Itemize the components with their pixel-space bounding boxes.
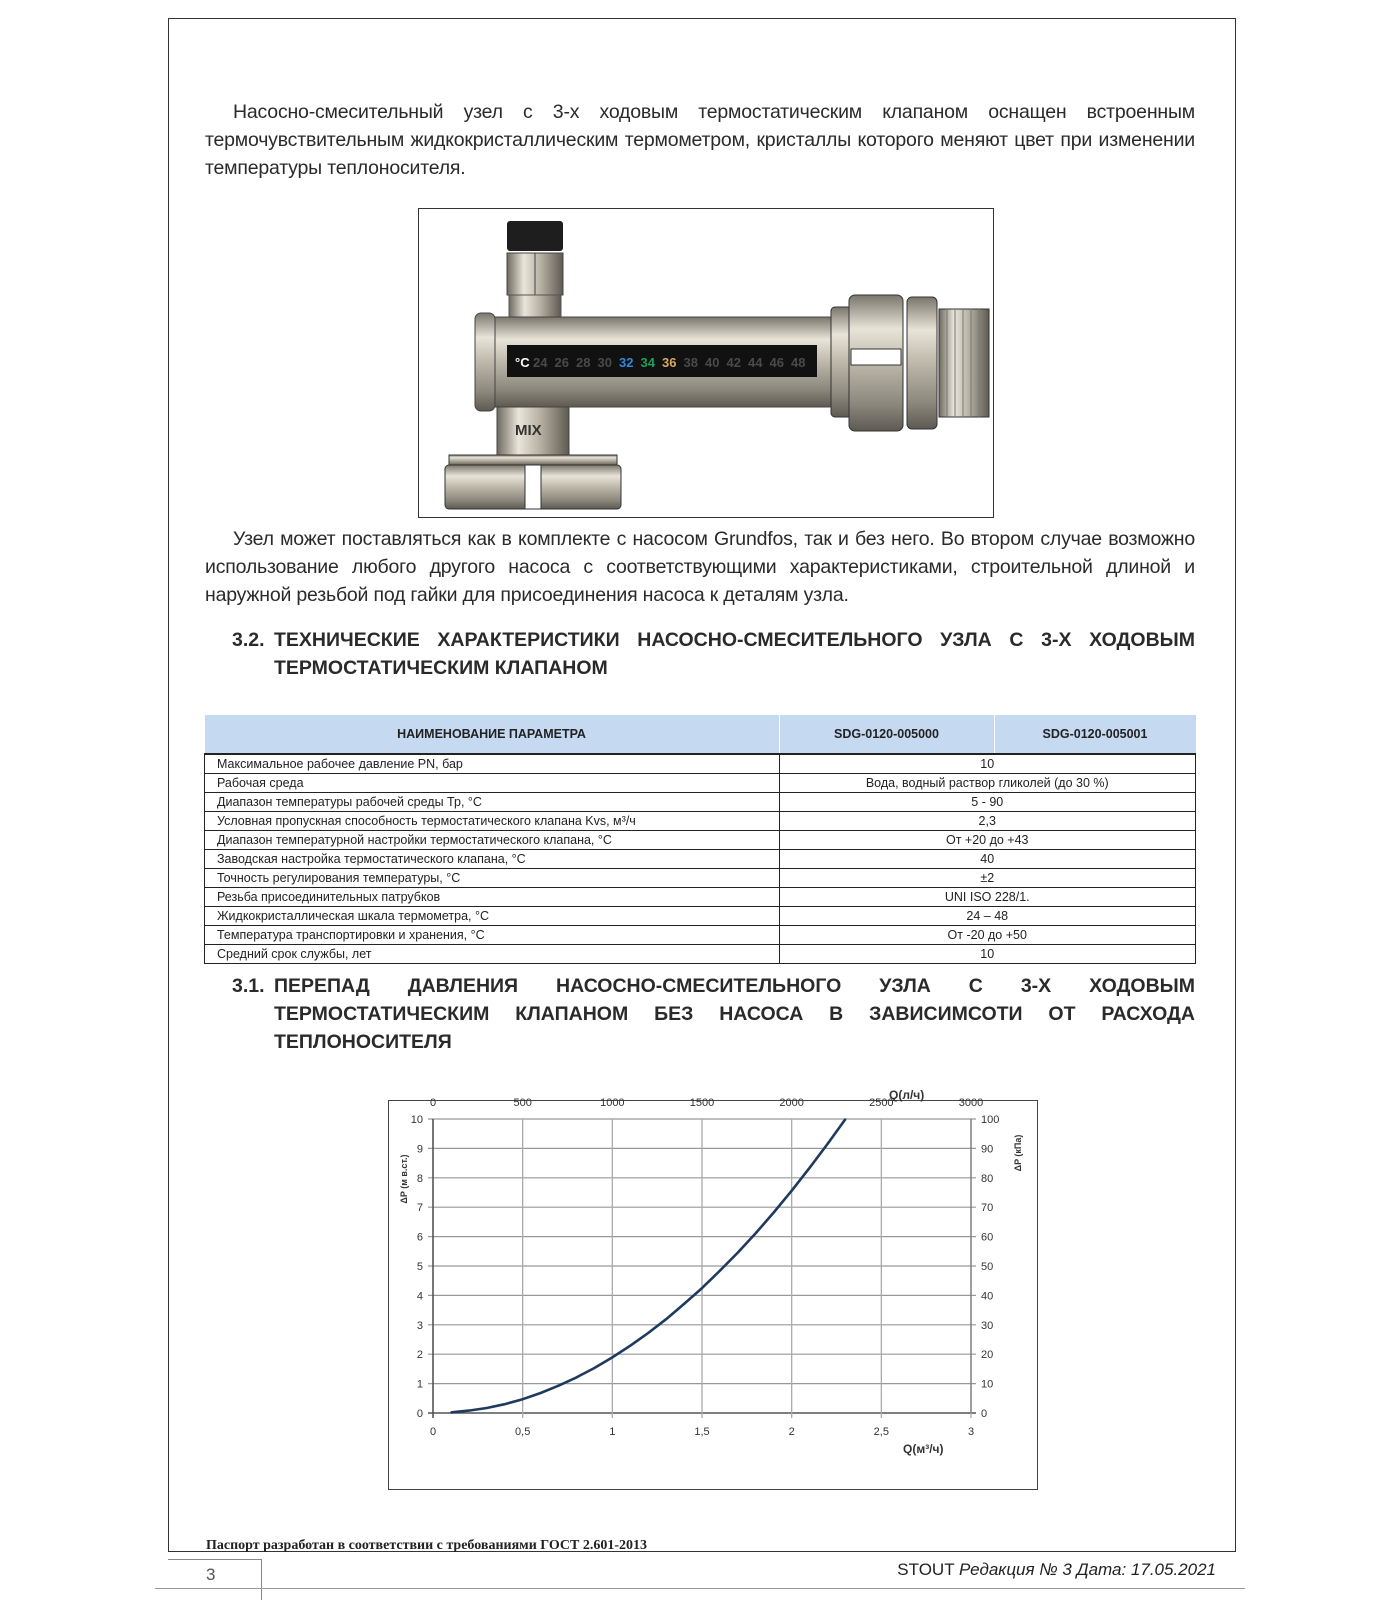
data-point [612,1357,614,1359]
brand-name: STOUT [897,1560,955,1579]
table-row [205,850,1196,869]
x-tick-label: 2,5 [873,1426,889,1438]
thermometer-unit: °C [515,355,530,370]
table-row [205,888,1196,907]
param-value: От -20 до +50 [779,926,1196,945]
thermometer-tick-label: 48 [791,355,806,370]
section-number: 3.2. [232,629,265,651]
param-name: Жидкокристаллическая шкала термометра, °С [205,907,780,926]
product-image [418,208,994,518]
x2-tick-label: 1000 [600,1097,625,1109]
y-tick-label: 2 [416,1349,423,1362]
y2-tick-label: 100 [981,1114,1000,1126]
data-point [647,1332,649,1334]
param-name: Резьба присоединительных патрубков [205,888,780,907]
column-header: SDG-0120-005001 [994,715,1196,754]
page-number: 3 [206,1565,216,1584]
x-tick-label: 0 [429,1426,437,1438]
data-point [629,1345,631,1347]
y2-tick-label: 0 [981,1408,988,1420]
param-name: Диапазон температуры рабочей среды Тр, °С [205,793,780,812]
y-tick-label: 1 [416,1378,423,1391]
footer-brand [897,1560,1216,1580]
data-point [719,1270,721,1272]
thermometer-tick-label: 32 [619,355,634,370]
data-point [468,1410,470,1412]
y-tick-label: 7 [416,1202,423,1215]
param-name: Рабочая среда [205,774,780,793]
param-value: 24 – 48 [779,907,1196,926]
param-value: UNI ISO 228/1. [779,888,1196,907]
section-title: ТЕХНИЧЕСКИЕ ХАРАКТЕРИСТИКИ НАСОСНО-СМЕСИТЕЛЬНОГО УЗЛА С 3-Х ХОДОВЫМ ТЕРМОСТАТИЧЕСКИМ КЛАПАНОМ [274,629,1195,679]
data-point [791,1190,793,1192]
mix-label: MIX [515,422,542,439]
data-point [737,1252,739,1254]
thermometer-tick-label: 42 [726,355,741,370]
data-point [701,1287,703,1289]
column-header: SDG-0120-005000 [779,715,994,754]
param-value: 5 - 90 [779,793,1196,812]
thermometer-tick-label: 38 [683,355,698,370]
y-tick-label: 0 [416,1408,423,1420]
x-tick-label: 1 [609,1426,616,1438]
data-point [773,1212,775,1214]
param-value: 10 [779,945,1196,964]
footer-rule [155,1588,1245,1589]
param-name: Условная пропускная способность термостатического клапана Kvs, м³/ч [205,812,780,831]
y-tick-label: 4 [416,1290,423,1303]
thermometer-tick-label: 24 [533,355,548,370]
data-point [522,1398,524,1400]
y-tick-label: 5 [416,1261,423,1273]
data-point [504,1403,506,1405]
thermometer-tick-label: 26 [554,355,569,370]
y2-tick-label: 10 [981,1378,994,1391]
chart-svg [389,1088,1036,1488]
param-name: Средний срок службы, лет [205,945,780,964]
param-name: Заводская настройка термостатического клапана, °С [205,850,780,869]
y2-tick-label: 70 [981,1202,994,1215]
param-name: Диапазон температурной настройки термостатического клапана, °С [205,831,780,850]
second-paragraph-text: Узел может поставляться как в комплекте с насосом Grundfos, так и без него. Во втором случае возможно использование любого другого насоса с соответствующими характеристиками, строительной длиной и наружной резьбой под гайки для присоединения насоса к деталям узла. [205,528,1195,606]
table-row [205,793,1196,812]
thermometer-tick-label: 36 [662,355,677,370]
y-tick-label: 9 [416,1143,423,1156]
y2-tick-label: 60 [981,1231,994,1244]
pressure-drop-chart [388,1088,1038,1490]
data-point [540,1392,542,1394]
section-heading-3-1 [232,972,1195,1056]
y2-tick-label: 40 [981,1290,994,1303]
footer-note: Паспорт разработан в соответствии с требованиями ГОСТ 2.601-2013 [206,1538,647,1553]
x2-tick-label: 500 [513,1097,532,1109]
table-row [205,926,1196,945]
data-point [845,1118,847,1120]
intro-paragraph [205,98,1195,182]
param-value: От +20 до +43 [779,831,1196,850]
intro-paragraph-text: Насосно-смесительный узел с 3-х ходовым термостатическим клапаном оснащен встроенным термочувствительным жидкокристаллическим термометром, кристаллы которого меняют цвет при изменении температуры теплоносителя. [205,101,1195,179]
x2-axis-label: Q(л/ч) [889,1088,925,1102]
table-row [205,812,1196,831]
x-tick-label: 1,5 [694,1426,710,1438]
revision-info: Редакция № 3 Дата: 17.05.2021 [959,1560,1216,1579]
thermometer-tick-label: 44 [748,355,763,370]
thermometer-tick-label: 40 [705,355,720,370]
y2-axis-label: ΔP (кПа) [1013,1134,1023,1172]
spec-table [204,715,1196,964]
thermometer-tick-label: 34 [640,355,655,370]
section-heading-3-2 [232,626,1195,682]
param-value: ±2 [779,869,1196,888]
section-number: 3.1. [232,975,265,997]
param-name: Точность регулирования температуры, °С [205,869,780,888]
param-value: 40 [779,850,1196,869]
y2-tick-label: 20 [981,1349,994,1362]
second-paragraph [205,525,1195,609]
x2-tick-label: 3000 [958,1097,984,1109]
table-row [205,774,1196,793]
y-tick-label: 3 [416,1319,423,1332]
x-tick-label: 2 [788,1426,795,1438]
data-point [558,1385,560,1387]
x-axis-label: Q(м³/ч) [903,1442,944,1456]
data-point [486,1407,488,1409]
x2-tick-label: 0 [429,1097,437,1109]
vent-cap [507,221,563,251]
y-tick-label: 10 [410,1114,423,1126]
y-axis-label: ΔP (м в.ст.) [399,1154,409,1204]
param-value: 10 [779,754,1196,774]
data-point [665,1318,667,1320]
thermometer-tick-label: 28 [576,355,591,370]
y2-tick-label: 80 [981,1172,994,1185]
y-tick-label: 6 [416,1231,423,1244]
data-point [827,1143,829,1145]
data-point [683,1303,685,1305]
data-point [594,1367,596,1369]
table-row [205,945,1196,964]
param-name: Температура транспортировки и хранения, °С [205,926,780,945]
y2-tick-label: 90 [981,1143,994,1156]
table-row [205,754,1196,774]
section-title: ПЕРЕПАД ДАВЛЕНИЯ НАСОСНО-СМЕСИТЕЛЬНОГО УЗЛА С 3-Х ХОДОВЫМ ТЕРМОСТАТИЧЕСКИМ КЛАПАНОМ БЕЗ НАСОСА В ЗАВИСИМСОТИ ОТ РАСХОДА ТЕПЛОНОСИТЕЛЯ [274,975,1195,1053]
y-tick-label: 8 [416,1172,423,1185]
param-value: Вода, водный раствор гликолей (до 30 %) [779,774,1196,793]
column-header: НАИМЕНОВАНИЕ ПАРАМЕТРА [205,715,780,754]
thermometer-tick-label: 30 [597,355,612,370]
data-point [576,1377,578,1379]
data-point [809,1167,811,1169]
spec-table-header [205,715,1196,754]
table-row [205,831,1196,850]
param-name: Максимальное рабочее давление PN, бар [205,754,780,774]
y2-tick-label: 50 [981,1261,994,1273]
table-row [205,869,1196,888]
x-tick-label: 3 [967,1426,975,1438]
x2-tick-label: 1500 [689,1097,715,1109]
x2-tick-label: 2000 [779,1097,804,1109]
data-point [755,1232,757,1234]
mixing-valve-illustration [419,209,992,516]
thermometer-tick-label: 46 [769,355,784,370]
y2-tick-label: 30 [981,1319,994,1332]
x2-tick-label: 2500 [869,1097,894,1109]
data-point [450,1412,452,1414]
table-row [205,907,1196,926]
param-value: 2,3 [779,812,1196,831]
x-tick-label: 0,5 [515,1426,531,1438]
